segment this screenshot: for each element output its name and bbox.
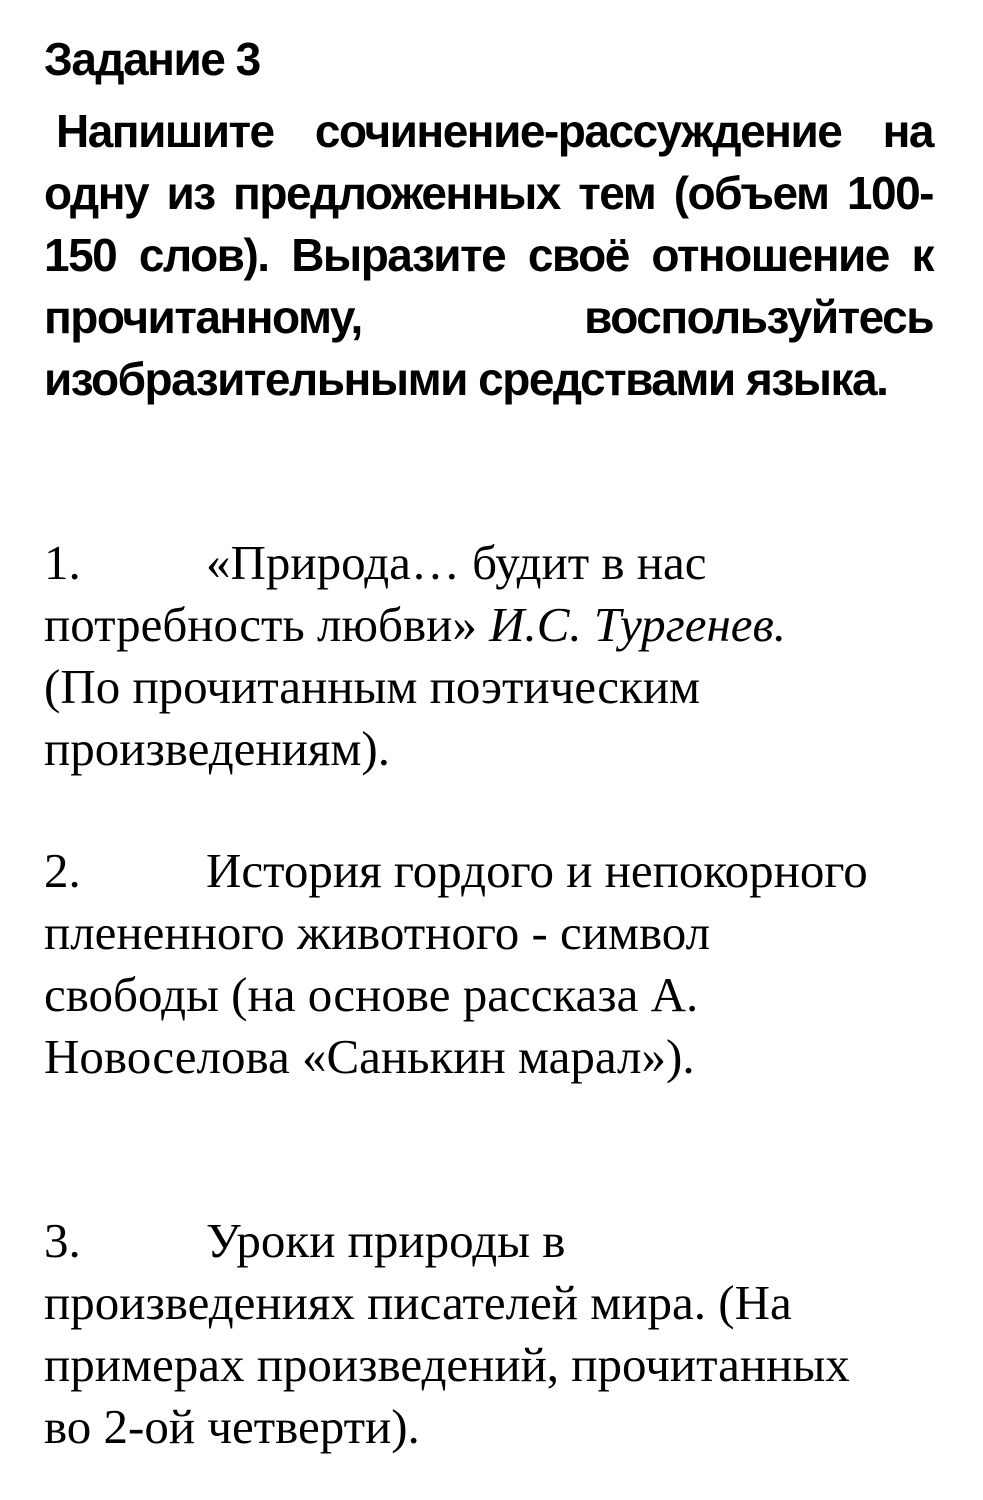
task-title: Задание 3: [44, 33, 260, 85]
topic-number: 1.: [44, 535, 81, 590]
topic-text-continued: (По прочитанным поэтическим произведениям).: [44, 659, 701, 776]
topic-item-2: [44, 840, 944, 1088]
task-instruction: Напишите сочинение-рассуждение на одну из предложенных тем (объем 100-150 слов). Выразите своё отношение к прочитанному, воспользуйтесь изобразительными средствами языка.: [44, 105, 933, 405]
topic-item-3: [44, 1210, 944, 1458]
topic-text: «Природа… будит в нас потребность любви»: [44, 535, 707, 652]
topic-item-1: [44, 532, 944, 780]
topic-number: 2.: [44, 843, 81, 898]
topic-text: Уроки природы в произведениях писателей мира. (На примерах произведений, прочитанных во 2-ой четверти).: [44, 1213, 850, 1454]
topic-text: История гордого и непокорного плененного животного - символ свободы (на основе рассказа А. Новоселова «Санькин марал»).: [44, 843, 868, 1084]
topic-author: И.С. Тургенев.: [489, 597, 787, 652]
topic-number: 3.: [44, 1213, 81, 1268]
